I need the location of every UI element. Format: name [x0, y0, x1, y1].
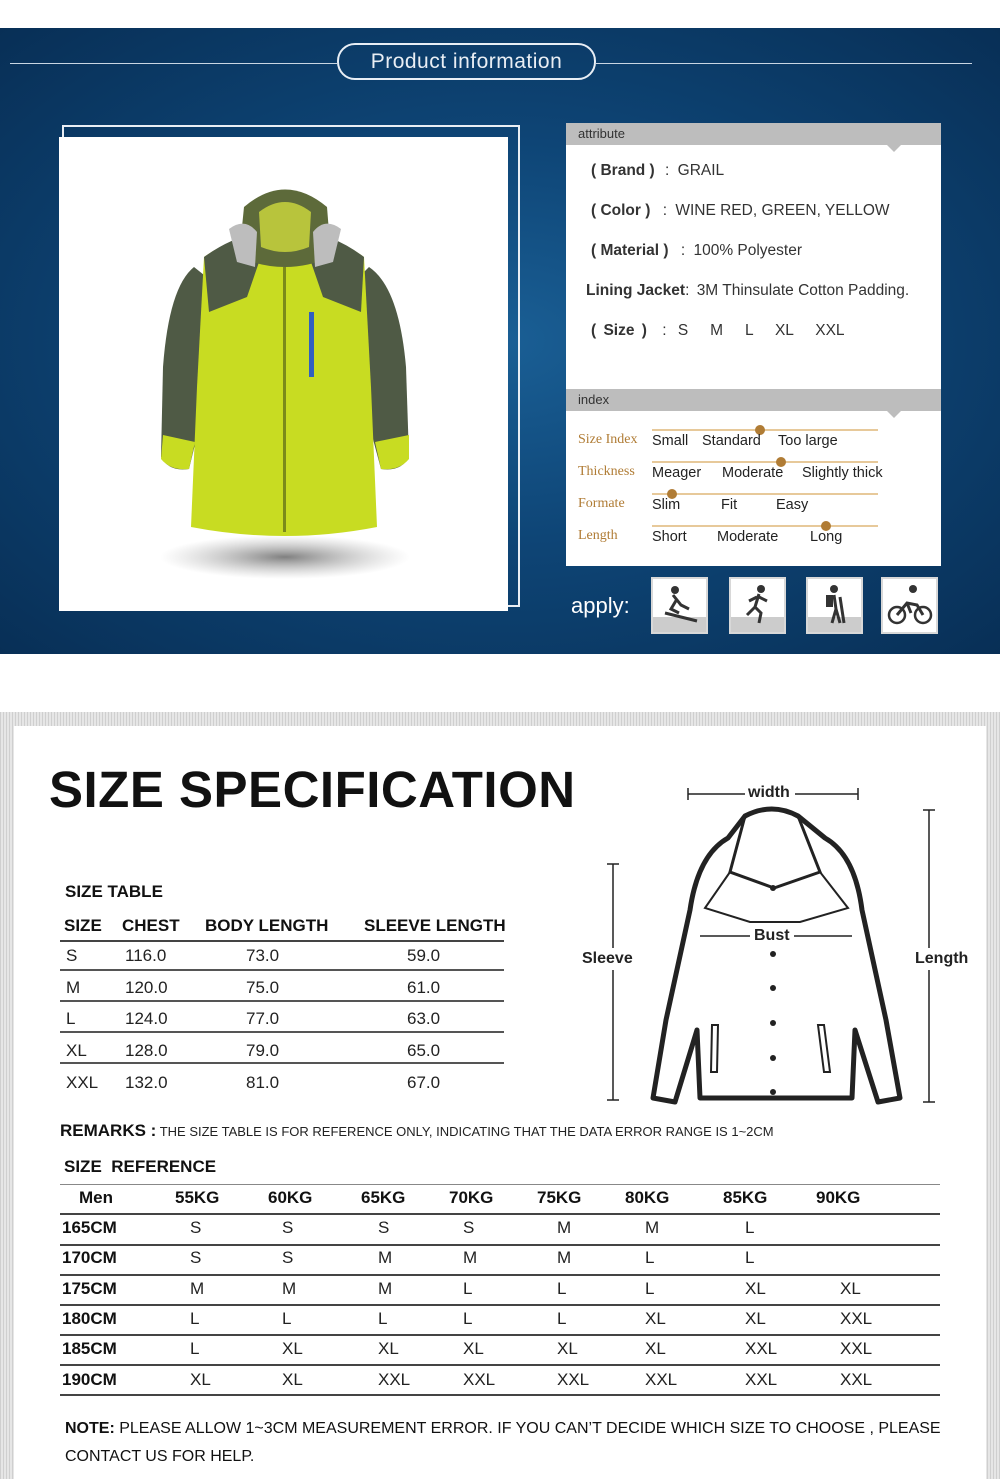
index-option: Meager: [652, 465, 702, 481]
size-table-cell: 73.0: [246, 946, 280, 965]
attr-color-key: ( Color ): [591, 202, 651, 219]
attribute-card: [566, 123, 941, 566]
size-table-cell: 79.0: [246, 1041, 280, 1060]
size-table-cell: 124.0: [125, 1009, 168, 1028]
running-icon: [729, 577, 786, 634]
diagram-sleeve-label: Sleeve: [582, 950, 633, 967]
index-bar-label: index: [578, 392, 610, 407]
attr-size-value: S M L XL XXL: [677, 322, 845, 339]
size-table-header-chest: CHEST: [122, 916, 180, 935]
size-table-cell: S: [66, 946, 78, 965]
size-reference-cell: L: [557, 1308, 567, 1328]
size-reference-cell: S: [378, 1218, 390, 1237]
index-label-3: Length: [578, 528, 618, 543]
size-table-cell: 61.0: [407, 978, 441, 997]
size-reference-cell: XXL: [645, 1369, 678, 1389]
index-bar: [566, 389, 941, 411]
index-option: Easy: [776, 497, 809, 513]
notch-icon: [885, 409, 903, 418]
note-text: PLEASE ALLOW 1~3CM MEASUREMENT ERROR. IF YOU CAN’T DECIDE WHICH SIZE TO CHOOSE , PLEASE CONTACT US FOR HELP.: [65, 1420, 941, 1465]
size-table-cell: 63.0: [407, 1009, 441, 1028]
size-reference-cell: XXL: [840, 1339, 873, 1359]
size-reference-height: 180CM: [62, 1308, 117, 1328]
size-reference-cell: M: [463, 1248, 478, 1268]
size-reference-cell: XXL: [745, 1339, 778, 1359]
product-info-panel: [0, 28, 1000, 654]
size-reference-cell: XL: [645, 1308, 666, 1328]
size-reference-cell: L: [190, 1308, 200, 1328]
note: [65, 1415, 945, 1471]
size-table-rule: [60, 1031, 504, 1033]
diagram-length-label: Length: [915, 950, 969, 967]
apply-label: apply:: [571, 593, 630, 618]
notch-icon: [885, 143, 903, 152]
product-photo: [59, 137, 508, 611]
size-reference-cell: S: [282, 1218, 294, 1237]
size-reference-cell: L: [463, 1278, 473, 1298]
attr-color: [591, 202, 890, 220]
attr-material-sep: :: [680, 242, 686, 259]
index-option: Slightly thick: [802, 465, 883, 481]
size-reference-cell: L: [190, 1339, 200, 1359]
size-reference-cell: XL: [282, 1339, 303, 1359]
index-option: Short: [652, 529, 687, 545]
size-table-cell: 128.0: [125, 1041, 168, 1060]
index-track-1: [652, 461, 878, 463]
size-reference-height: 175CM: [62, 1278, 117, 1298]
size-table-cell: XL: [66, 1041, 87, 1060]
size-reference-rule: [60, 1213, 940, 1215]
attr-size-key: ( Size ): [591, 322, 647, 339]
size-reference-rule: [60, 1334, 940, 1336]
size-reference-cell: XL: [190, 1369, 211, 1389]
size-reference-rule: [60, 1364, 940, 1366]
size-reference-cell: XL: [645, 1339, 666, 1359]
index-option: Moderate: [722, 465, 784, 481]
size-table-cell: 120.0: [125, 978, 168, 997]
size-spec-title: SIZE SPECIFICATION: [49, 761, 576, 818]
index-option: Slim: [652, 497, 681, 513]
size-reference-cell: M: [190, 1278, 205, 1298]
size-reference-cell: XXL: [463, 1369, 496, 1389]
size-reference-height: 165CM: [62, 1218, 117, 1237]
size-reference-cell: L: [745, 1248, 755, 1268]
size-reference-rule: [60, 1394, 940, 1396]
remarks: [60, 1121, 774, 1141]
size-reference-cell: M: [378, 1278, 393, 1298]
size-reference-rule: [60, 1274, 940, 1276]
attr-brand-sep: :: [665, 162, 670, 179]
size-reference-height: 185CM: [62, 1339, 117, 1359]
note-label: NOTE:: [65, 1420, 115, 1437]
size-reference-cell: XXL: [557, 1369, 590, 1389]
size-reference-height: 190CM: [62, 1369, 117, 1389]
index-option: Small: [652, 433, 689, 449]
index-track-2: [652, 493, 878, 495]
size-table-cell: 75.0: [246, 978, 280, 997]
size-reference-cell: L: [745, 1218, 755, 1237]
attr-lining-value: 3M Thinsulate Cotton Padding.: [696, 282, 910, 299]
size-reference-cell: XL: [745, 1278, 766, 1298]
diagram-width-label: width: [748, 784, 790, 801]
size-table-header-body-length: BODY LENGTH: [205, 916, 329, 935]
size-reference-cell: XXL: [840, 1369, 873, 1389]
size-table-rule: [60, 969, 504, 971]
attr-size: [591, 322, 845, 340]
size-table-cell: 65.0: [407, 1041, 441, 1060]
skiing-icon: [651, 577, 708, 634]
index-label-2: Formate: [578, 496, 625, 511]
size-reference-cell: XL: [557, 1339, 578, 1359]
index-option: Too large: [778, 433, 838, 449]
cycling-icon: [881, 577, 938, 634]
size-reference-cell: M: [378, 1248, 393, 1268]
index-option: Standard: [702, 433, 761, 449]
size-reference-cell: XXL: [378, 1369, 411, 1389]
size-reference-rule: [60, 1184, 940, 1185]
size-reference-height: 170CM: [62, 1248, 117, 1268]
size-table-cell: L: [66, 1009, 76, 1028]
index-label-1: Thickness: [578, 464, 635, 479]
index-track-3: [652, 525, 878, 527]
attr-lining-sep: :: [685, 282, 690, 299]
index-track-0: [652, 429, 878, 431]
size-reference-header: 65KG: [361, 1188, 406, 1207]
size-table-title: SIZE TABLE: [65, 882, 163, 901]
size-reference-header: 85KG: [723, 1188, 768, 1207]
size-table-cell: 77.0: [246, 1009, 280, 1028]
size-reference-cell: XL: [840, 1278, 861, 1298]
attr-material: [591, 242, 802, 260]
size-table-cell: M: [66, 978, 81, 997]
size-table-cell: 67.0: [407, 1073, 441, 1092]
section-title: Product information: [337, 43, 596, 80]
size-reference-cell: S: [190, 1248, 202, 1268]
attr-brand: [591, 162, 724, 180]
size-reference-cell: L: [282, 1308, 292, 1328]
size-table-cell: 116.0: [125, 946, 167, 965]
size-reference-cell: M: [557, 1218, 572, 1237]
size-reference-cell: S: [282, 1248, 294, 1268]
size-reference-header: 90KG: [816, 1188, 861, 1207]
size-reference-header: 75KG: [537, 1188, 582, 1207]
header-divider-left: [10, 63, 337, 64]
index-option: Fit: [721, 497, 738, 513]
attr-material-value: 100% Polyester: [693, 242, 803, 259]
attr-material-key: ( Material ): [591, 242, 669, 259]
jacket-image: [59, 137, 508, 611]
size-reference-header: 70KG: [449, 1188, 494, 1207]
size-reference-cell: S: [190, 1218, 202, 1237]
size-reference-cell: S: [463, 1218, 475, 1237]
size-reference-header: 55KG: [175, 1188, 220, 1207]
attr-lining: [586, 282, 909, 300]
attr-brand-key: ( Brand ): [591, 162, 655, 179]
size-reference-rule: [60, 1304, 940, 1306]
attr-lining-key: Lining Jacket: [586, 282, 686, 299]
size-reference-cell: L: [463, 1308, 473, 1328]
attr-color-sep: :: [662, 202, 668, 219]
size-reference-header: 80KG: [625, 1188, 670, 1207]
size-reference-cell: XL: [745, 1308, 766, 1328]
attribute-bar-label: attribute: [578, 126, 625, 141]
attr-brand-value: GRAIL: [677, 162, 725, 179]
size-reference-cell: M: [557, 1248, 572, 1268]
diagram-bust-label: Bust: [754, 927, 790, 944]
size-reference-cell: L: [645, 1278, 655, 1298]
size-reference-cell: XL: [282, 1369, 303, 1389]
attr-color-value: WINE RED, GREEN, YELLOW: [675, 202, 890, 219]
size-reference-header: 60KG: [268, 1188, 313, 1207]
size-table-rule: [60, 1062, 504, 1064]
header-divider-right: [596, 63, 972, 64]
size-table-cell: XXL: [66, 1073, 99, 1092]
index-option: Moderate: [717, 529, 779, 545]
size-table-cell: 132.0: [125, 1073, 168, 1092]
hiking-icon: [806, 577, 863, 634]
index-option: Long: [810, 529, 843, 545]
size-reference-cell: L: [557, 1278, 567, 1298]
size-reference-cell: M: [282, 1278, 297, 1298]
remarks-text: THE SIZE TABLE IS FOR REFERENCE ONLY, INDICATING THAT THE DATA ERROR RANGE IS 1~2CM: [156, 1124, 774, 1139]
attr-size-sep: :: [662, 322, 667, 339]
size-reference-cell: XL: [463, 1339, 484, 1359]
size-reference-cell: M: [645, 1218, 660, 1237]
size-reference-cell: XL: [378, 1339, 399, 1359]
size-table-rule: [60, 1000, 504, 1002]
size-reference-header: Men: [79, 1188, 113, 1207]
size-reference-cell: XXL: [745, 1369, 778, 1389]
size-table-rule: [60, 940, 504, 942]
size-table-cell: 59.0: [407, 946, 441, 965]
size-table-cell: 81.0: [246, 1073, 280, 1092]
size-reference-title: SIZE REFERENCE: [64, 1157, 217, 1176]
size-reference-cell: L: [378, 1308, 388, 1328]
remarks-label: REMARKS :: [60, 1121, 157, 1140]
size-reference-rule: [60, 1244, 940, 1246]
attribute-bar: [566, 123, 941, 145]
size-reference-cell: XXL: [840, 1308, 873, 1328]
size-reference-cell: L: [645, 1248, 655, 1268]
size-table-header-sleeve-length: SLEEVE LENGTH: [364, 916, 506, 935]
size-table-header-size: SIZE: [64, 916, 102, 935]
index-label-0: Size Index: [578, 432, 638, 447]
